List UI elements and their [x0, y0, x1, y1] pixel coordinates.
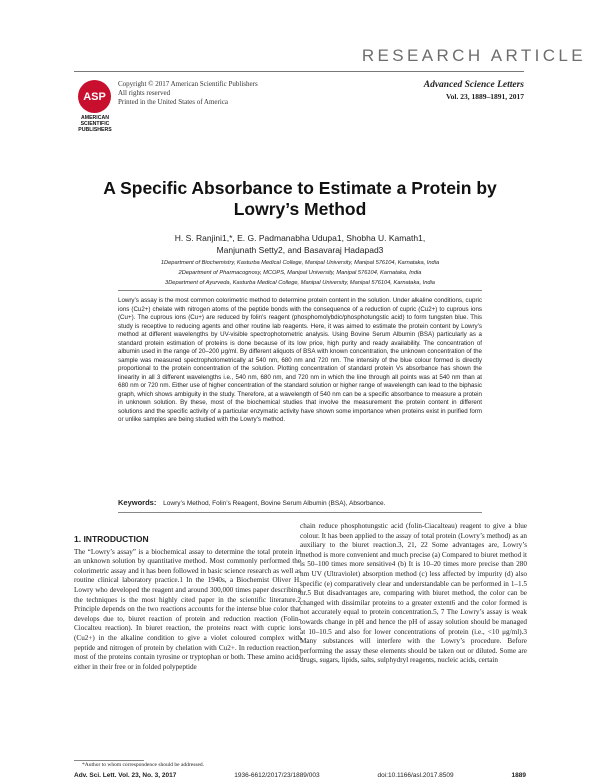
affiliations	[74, 259, 526, 288]
article-type-banner: RESEARCH ARTICLE	[361, 46, 586, 65]
keywords-label: Keywords:	[118, 498, 157, 507]
asp-logo-icon: ASP	[78, 80, 111, 113]
affiliation: 3Department of Ayurveda, Kasturba Medical College, Manipal University, Manipal 576104, Karnataka, India	[165, 279, 435, 286]
author-list	[74, 233, 526, 256]
page-number: 1889	[511, 772, 526, 779]
authors-line: Manjunath Setty2, and Basavaraj Hadapad3	[216, 244, 384, 255]
affiliation: 1Department of Biochemistry, Kasturba Medical College, Manipal University, Manipal 576104, Karnataka, India	[160, 260, 440, 266]
intro-paragraph: The “Lowry’s assay” is a biochemical assay to determine the total protein in an unknown solution by quantitative method. Most commonly performed the colorimetric assay and it has been followed in basic science research as well as routine clinical laboratory practice.1 In the 1940s, a Biochemist Oliver H. Lowry who developed the reagent and around 300,000 times paper describing the techniques is the most highly cited paper in the scientific literature.2 Principle depends on the two reactions accounts for the intense blue color that develops due to, biuret reaction of protein and reduction reaction (Folin-Ciocalteu reaction). In biuret reaction, the proteins react with cupric ions (Cu2+) in the alkaline condition to give a violet coloured complex with peptide and nitrogen of protein by chelation with Cu2+. In reduction reaction, most of the proteins contain tyrosine or tryptophan or both. These amino acids either in their free or in folded polypeptide	[74, 547, 301, 671]
correspondence-footnote: *Author to whom correspondence should be addressed.	[82, 762, 205, 768]
header-rule	[74, 71, 524, 72]
intro-paragraph-continued: chain reduce phosphotungstic acid (folin-Ciacalteau) reagent to give a blue colour. It has been applied to the assay of total protein (Lowry’s method) as an auxiliary to the biuret reaction.3, 21, 22 Some advantages are, Lowry’s method is more convenient and much precise (a) Compared to biuret method it is 50–100 times more sensitive4 (b) It is 10–20 times more precise than 280 nm UV (Ultraviolet) absorption method (c) less affected by impurity (d) also specific (e) comparatively clear and understandable can be performed in 1–1.5 hr.5 But disadvantages are, comparing with biuret method, the color can be changed with dissimilar proteins to a greater extent6 and the color formed is not accurately equal to protein concentration.5, 7 The Lowry’s assay is weak towards change in pH and hence the pH of assay solution should be managed at 10–10.5 and also for lower concentrations of protein (i.e., <10 μg/ml).3 Many substances will interfere with the Lowry’s procedure. Before performing the assay these elements should be taken out or diluted. Some are drugs, sugars, lipids, salts, sulphydryl reagents, nucleic acids, certain	[300, 522, 527, 665]
footer-doi: doi:10.1166/asl.2017.8509	[377, 772, 454, 779]
section-heading: 1. INTRODUCTION	[74, 534, 149, 544]
footer-citation: Adv. Sci. Lett. Vol. 23, No. 3, 2017	[74, 772, 177, 779]
right-column	[300, 522, 527, 666]
printed-line: Printed in the United States of America	[118, 98, 229, 106]
publisher-logo	[74, 80, 116, 133]
journal-info	[424, 80, 524, 101]
article-title: A Specific Absorbance to Estimate a Protein by Lowry’s Method	[103, 178, 497, 219]
keywords-rule	[118, 512, 482, 513]
keywords	[118, 498, 482, 507]
keywords-list: Lowry’s Method, Folin’s Reagent, Bovine Serum Albumin (BSA), Absorbance.	[163, 500, 386, 507]
affiliation: 2Department of Pharmacognosy, MCOPS, Manipal University, Manipal 576104, Karnataka, India	[178, 269, 422, 276]
journal-name: Advanced Science Letters	[423, 80, 524, 90]
copyright-block	[118, 80, 258, 107]
page-footer	[74, 772, 526, 779]
copyright-line: Copyright © 2017 American Scientific Publishers	[118, 80, 258, 88]
rights-line: All rights reserved	[118, 89, 171, 97]
journal-volume: Vol. 23, 1889–1891, 2017	[445, 92, 524, 101]
footnote-rule	[74, 760, 144, 761]
authors-line: H. S. Ranjini1,*, E. G. Padmanabha Udupa1, Shobha U. Kamath1,	[174, 233, 426, 243]
footer-issn: 1936-6612/2017/23/1889/003	[234, 772, 320, 779]
left-column	[74, 535, 301, 672]
abstract-top-rule	[118, 290, 482, 291]
publisher-name: AMERICAN SCIENTIFIC PUBLISHERS	[78, 115, 112, 133]
abstract-text: Lowry’s assay is the most common colorimetric method to determine protein content in the solution. Under alkaline conditions, cupric ions (Cu2+) chelate with nitrogen atoms of the peptide bonds with the consequence of a reduction of cupric (Cu2+) to cuprous ions (Cu+). The cuprous ions (Cu+) are reduced by folin’s reagent (phosphomolybdic/phosphotungstic acid) to form tungsten blue. This study is receptive to reducing agents and other routine lab reagents. Here, it was aimed to estimate the protein content by Lowry’s method at different wavelengths by UV-visible spectrophotometric analysis. Using Bovine Serum Albumin (BSA) particularly as a standard protein estimation of proteins is done because of its low price, high purity and ready availability. The concentration of albumin used in the range of 20–200 μg/ml. By different aliquots of BSA with known concentration, the unknown concentration of the sample was measured spectrophotometrically at 540 nm, 680 nm and 720 nm. The intensity of the blue colour formed is directly proportional to the protein concentration of the solution. Plotting concentration of standard protein Vs absorbance has shown the linearity in all 3 different wavelengths i.e., 540 nm, 680 nm, and 720 nm in which the line through all points was at 540 nm than at 680 nm or 720 nm. Either use of higher concentration of the standard solution or higher range of wavelength can lead to the biphasic graph, which shows ambiguity in the study. Therefore, at a wavelength of 540 nm can be a specific absorbance to measure a protein in unknown solution. By these, most of the biochemical studies that involve the measurement the protein content in different solutions and the specific activity of a particular enzymatic activity have shown some importance when proteins exist in purified form or unlike samples are being studied with the Lowry’s method.	[118, 297, 482, 423]
